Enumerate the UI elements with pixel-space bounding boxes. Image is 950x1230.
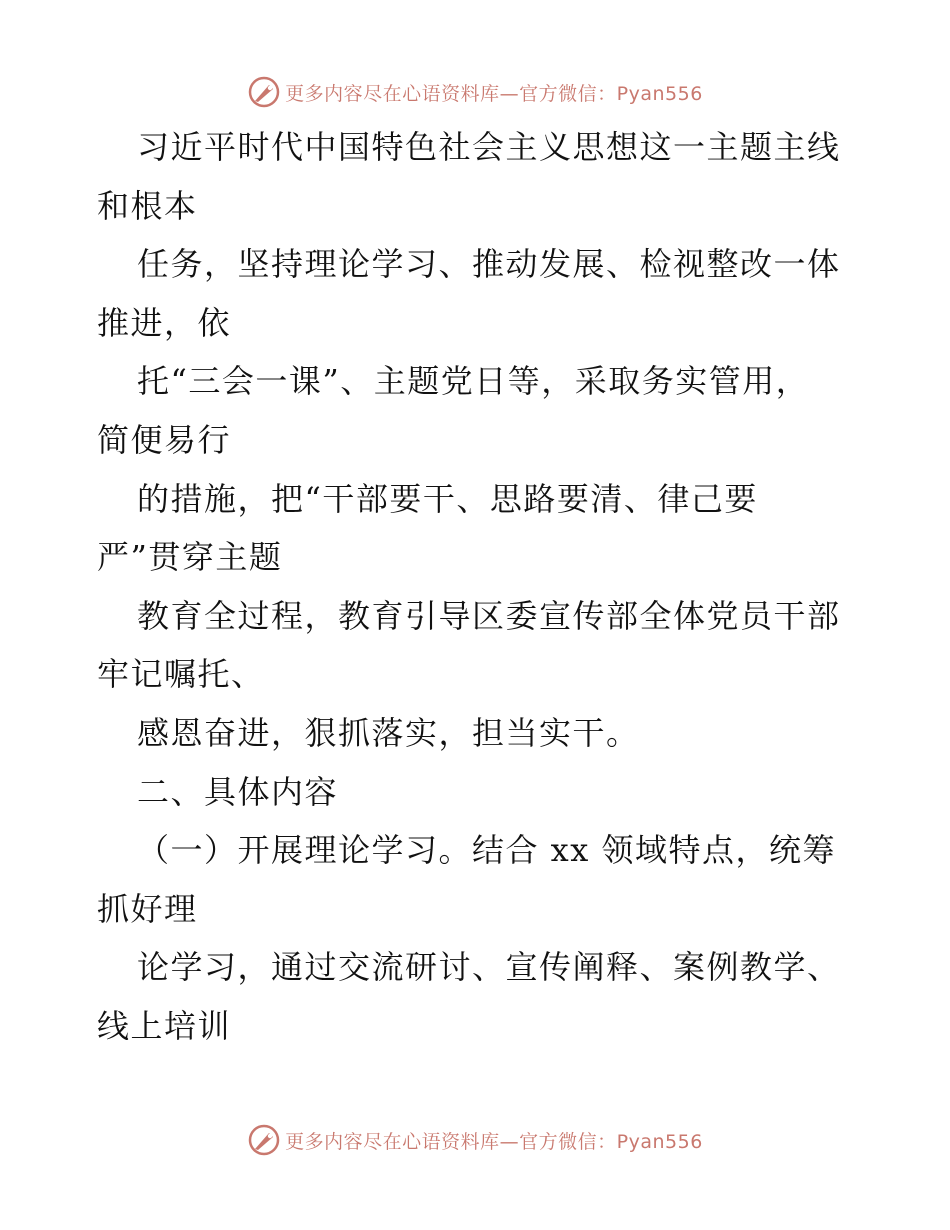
text-line: 论学习，通过交流研讨、宣传阐释、案例教学、 [137, 948, 841, 987]
pen-nib-logo-icon [247, 75, 281, 109]
text-line: 和根本 [97, 186, 198, 225]
text-line: 任务，坚持理论学习、推动发展、检视整改一体 [137, 245, 841, 284]
text-line: 严”贯穿主题 [97, 538, 283, 577]
section-heading: 二、具体内容 [137, 772, 339, 811]
watermark-text: 更多内容尽在心语资料库—官方微信：Pyan556 [285, 82, 703, 105]
text-line: 推进，依 [97, 303, 232, 342]
text-line: 的措施，把“干部要干、思路要清、律己要 [137, 479, 758, 518]
watermark-footer [0, 1120, 950, 1160]
pen-nib-logo-icon [247, 1123, 281, 1157]
text-line: 托“三会一课”、主题党日等，采取务实管用， [137, 362, 810, 401]
text-line: （一）开展理论学习。结合 xx 领域特点，统筹 [137, 831, 836, 870]
text-line: 牢记嘱托、 [97, 655, 265, 694]
text-line: 教育全过程，教育引导区委宣传部全体党员干部 [137, 596, 841, 635]
text-line: 简便易行 [97, 420, 232, 459]
watermark-header [0, 72, 950, 112]
watermark-text: 更多内容尽在心语资料库—官方微信：Pyan556 [285, 1130, 703, 1153]
text-line: 感恩奋进，狠抓落实，担当实干。 [137, 713, 640, 752]
text-line: 习近平时代中国特色社会主义思想这一主题主线 [137, 128, 841, 166]
text-line: 抓好理 [97, 889, 198, 928]
text-line: 线上培训 [97, 1006, 232, 1045]
document-body [97, 118, 857, 1056]
